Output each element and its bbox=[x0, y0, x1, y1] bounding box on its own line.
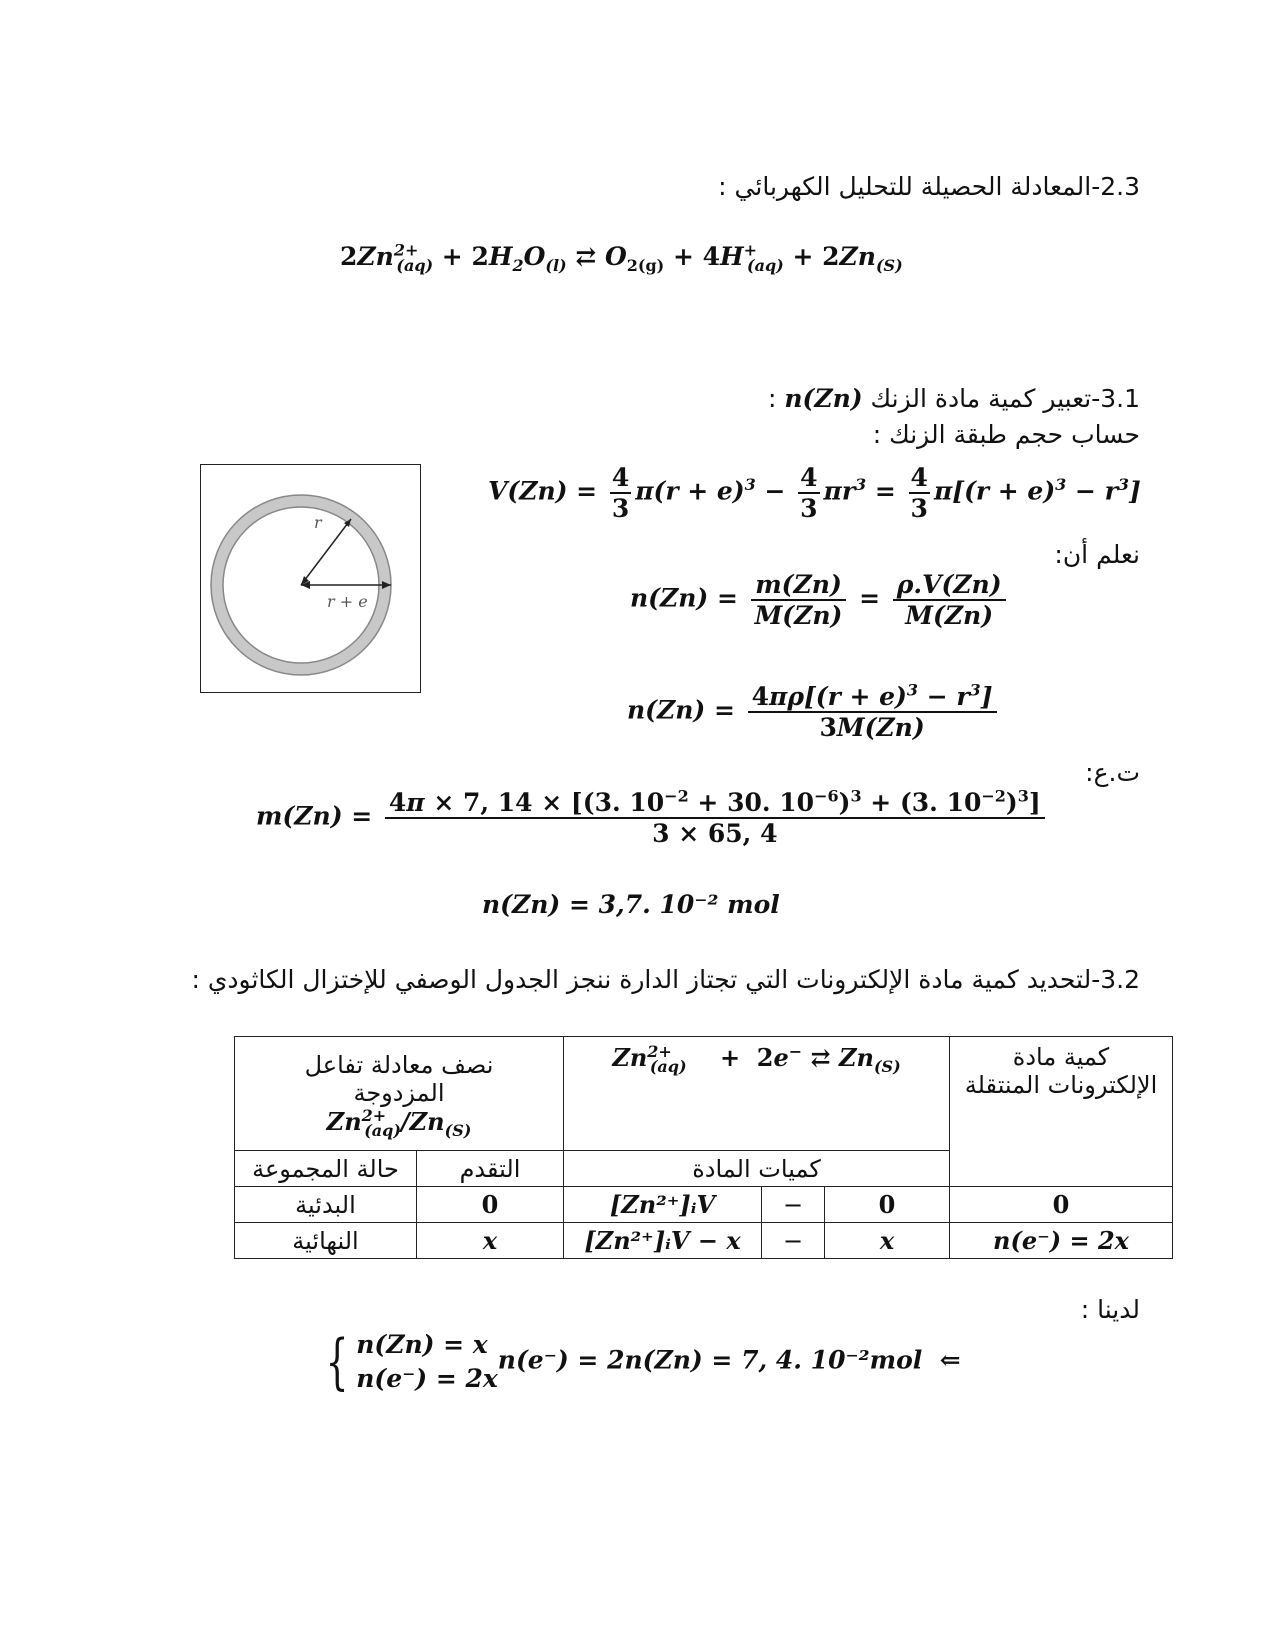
fraction-rho-v-over-M: $\frac{\rho.V(Zn)}{M(Zn)}$ bbox=[893, 570, 1006, 630]
sphere-diagram bbox=[201, 465, 419, 691]
system-line-1: n(Zn) = x bbox=[356, 1330, 488, 1359]
table-row bbox=[235, 1223, 1173, 1259]
numeric-text: ت.ع: bbox=[1085, 758, 1140, 787]
col-state: حالة المجموعة bbox=[235, 1151, 417, 1187]
header-couple-line2: المزدوجة bbox=[353, 1079, 445, 1107]
equation-system bbox=[356, 1328, 498, 1396]
row-dash: − bbox=[762, 1187, 825, 1223]
row-zn-ion: [Zn²⁺]ᵢV − x bbox=[564, 1223, 762, 1259]
couple-symbol: $Zn^{2+}_{(aq)}/Zn_{(S)}$ bbox=[326, 1106, 472, 1140]
zinc-sphere-figure bbox=[200, 464, 421, 693]
row-electrons: 0 bbox=[950, 1187, 1173, 1223]
heading-3-1-text: 3.1-تعبير كمية مادة الزنك bbox=[870, 384, 1140, 413]
progress-table bbox=[234, 1036, 1173, 1259]
electron-result: n(e⁻) = 2n(Zn) = 7, 4. 10⁻²mol bbox=[497, 1345, 923, 1375]
moles-formula: n(Zn) = $\frac{m(Zn)}{M(Zn)}$ = $\frac{\rho.V(Zn)}{M(Zn)}$ bbox=[630, 570, 1010, 630]
row-progress: x bbox=[416, 1223, 563, 1259]
fraction-expression: $\frac{4\pi\rho[(r + e)^3 - r^3]}{3M(Zn)}$ bbox=[748, 682, 997, 742]
row-state: البدئية bbox=[235, 1187, 417, 1223]
header-couple-line1: نصف معادلة تفاعل bbox=[304, 1051, 494, 1079]
volume-text: حساب حجم طبقة الزنك : bbox=[872, 420, 1140, 449]
fraction-m-over-M: $\frac{m(Zn)}{M(Zn)}$ bbox=[751, 570, 847, 630]
col-quantities: كميات المادة bbox=[564, 1151, 950, 1187]
heading-3-1-symbol: n(Zn) bbox=[784, 384, 863, 413]
label-r-plus-e: r + e bbox=[327, 592, 368, 611]
label-r: r bbox=[314, 513, 322, 532]
fraction-4-3: $\frac{4}{3}$ bbox=[611, 463, 630, 523]
overall-equation: $2Zn^{2+}_{(aq)} + 2H_2O_{(l)}$ ⇄ $O_{2(g)} + 4H^+_{(aq)} + 2Zn_{(S)}$ bbox=[340, 240, 903, 275]
left-brace: { bbox=[325, 1327, 349, 1397]
moles-result: n(Zn) = 3,7. 10⁻² mol bbox=[482, 890, 780, 919]
header-couple bbox=[235, 1037, 564, 1151]
table-row bbox=[235, 1187, 1173, 1223]
row-dash: − bbox=[762, 1223, 825, 1259]
moles-expression: n(Zn) = $\frac{4\pi\rho[(r + e)^3 - r^3]}{3M(Zn)}$ bbox=[627, 682, 1001, 742]
conclusion-equation bbox=[318, 1328, 961, 1396]
row-zn: 0 bbox=[825, 1187, 950, 1223]
heading-2-3: 2.3-المعادلة الحصيلة للتحليل الكهربائي : bbox=[718, 172, 1140, 201]
volume-formula: V(Zn) = $\frac{4}{3}$ $\pi(r + e)^3$ − $\frac{4}{3}$ $\pi r^3$ = $\frac{4}{3}$ $\pi[(r + e)^3 - r^3]$ bbox=[488, 463, 1141, 523]
row-zn-ion: [Zn²⁺]ᵢV bbox=[564, 1187, 762, 1223]
row-progress: 0 bbox=[416, 1187, 563, 1223]
implies-arrow: ⇐ bbox=[939, 1345, 961, 1375]
fraction-numeric: $\frac{4\pi \times 7, 14 \times [(3. 10^{-2} + 30. 10^{-6})^3 + (3. 10^{-2})^3]}{3 \times 65, 4}$ bbox=[385, 788, 1045, 848]
col-progress: التقدم bbox=[416, 1151, 563, 1187]
we-have-text: لدينا : bbox=[1080, 1295, 1140, 1324]
fraction-4-3: $\frac{4}{3}$ bbox=[800, 463, 818, 523]
numeric-application: m(Zn) = $\frac{4\pi \times 7, 14 \times [(3. 10^{-2} + 30. 10^{-6})^3 + (3. 10^{-2})^3]}{3 \times 65, 4}$ bbox=[256, 788, 1049, 848]
know-text: نعلم أن: bbox=[1054, 540, 1140, 569]
fraction-4-3: $\frac{4}{3}$ bbox=[910, 463, 928, 523]
heading-3-2: 3.2-لتحديد كمية مادة الإلكترونات التي تجتاز الدارة ننجز الجدول الوصفي للإختزال الكاثودي : bbox=[191, 965, 1140, 994]
header-electrons: كمية مادة الإلكترونات المنتقلة bbox=[950, 1037, 1173, 1187]
half-equation: $Zn^{2+}_{(aq)}$ + 2e− ⇄ $Zn_{(S)}$ bbox=[564, 1037, 950, 1151]
row-state: النهائية bbox=[235, 1223, 417, 1259]
system-line-2: n(e⁻) = 2x bbox=[356, 1364, 498, 1393]
row-electrons: n(e⁻) = 2x bbox=[950, 1223, 1173, 1259]
row-zn: x bbox=[825, 1223, 950, 1259]
heading-3-1-colon: : bbox=[767, 384, 785, 413]
heading-3-1 bbox=[768, 384, 1140, 413]
